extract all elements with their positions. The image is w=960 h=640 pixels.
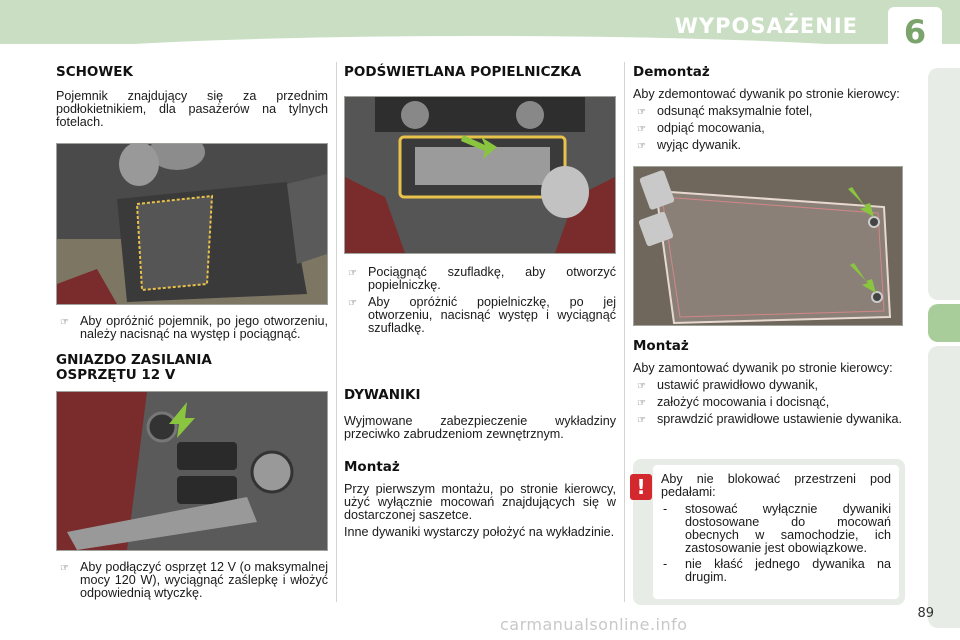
- list-item: ☞ Aby opróżnić pojemnik, po jego otworzeniu, należy nacisnąć na występ i pociągnąć.: [60, 314, 328, 341]
- list-item: ☞ wyjąc dywanik.: [637, 138, 741, 152]
- schowek-bullets: [56, 315, 328, 341]
- warning-content: [653, 465, 899, 599]
- list-item: ☞ Aby opróżnić popielniczkę, po jej otworzeniu, nacisnąć występ i wyciągnąć szufladkę.: [348, 295, 616, 335]
- montaz-paragraph-2: Inne dywaniki wystarczy położyć na wykładzinie.: [344, 525, 615, 539]
- subsection-title-montaz-right: Montaż: [633, 338, 689, 354]
- list-item: ☞ odsunąć maksymalnie fotel,: [637, 104, 813, 118]
- warning-list: [661, 503, 891, 584]
- list-item: - stosować wyłącznie dywaniki dostosowane do mocowań obecnych w samochodzie, ich zastosowanie jest obowiązkowe.: [663, 502, 891, 555]
- side-tab-lower[interactable]: [928, 346, 960, 628]
- page-title: WYPOSAŻENIE: [674, 14, 858, 38]
- column-divider: [624, 62, 625, 602]
- section-title-popielniczka: PODŚWIETLANA POPIELNICZKA: [344, 64, 582, 80]
- section-title-dywaniki: DYWANIKI: [344, 387, 421, 403]
- montaz-paragraph-1: Przy pierwszym montażu, po stronie kierowcy, użyć wyłącznie mocowań znajdujących się w dostarczonej saszetce.: [344, 482, 616, 522]
- section-title-schowek: SCHOWEK: [56, 64, 133, 80]
- side-tab-upper[interactable]: [928, 68, 960, 300]
- list-item: ☞ odpiąć mocowania,: [637, 121, 765, 135]
- pointing-hand-icon: ☞: [637, 381, 646, 392]
- gniazdo-bullets: [56, 561, 328, 600]
- pointing-hand-icon: ☞: [348, 298, 357, 309]
- demontaz-bullets: [633, 105, 903, 152]
- demontaz-body: Aby zdemontować dywanik po stronie kierowcy:: [633, 87, 900, 101]
- warning-box: [633, 459, 905, 605]
- pointing-hand-icon: ☞: [637, 141, 646, 152]
- watermark: carmanualsonline.info: [500, 615, 688, 634]
- pointing-hand-icon: ☞: [637, 398, 646, 409]
- pointing-hand-icon: ☞: [637, 415, 646, 426]
- list-item: ☞ Pociągnąć szufladkę, aby otworzyć popielniczkę.: [348, 265, 616, 292]
- schowek-body: Pojemnik znajdujący się za przednim podłokietnikiem, dla pasażerów na tylnych fotelach.: [56, 89, 328, 129]
- photo-ashtray: [344, 96, 616, 254]
- section-title-gniazdo: GNIAZDO ZASILANIA OSPRZĘTU 12 V: [56, 352, 212, 383]
- dywaniki-body: Wyjmowane zabezpieczenie wykładziny przeciwko zabrudzeniom zewnętrznym.: [344, 414, 616, 441]
- chapter-badge: [888, 7, 942, 57]
- popielniczka-bullets: [344, 266, 616, 335]
- pointing-hand-icon: ☞: [348, 268, 357, 279]
- photo-floor-mat: [633, 166, 903, 326]
- montaz-right-bullets: [633, 379, 903, 426]
- subsection-title-demontaz: Demontaż: [633, 64, 710, 80]
- side-tabs: [928, 68, 960, 628]
- page-number: 89: [917, 606, 934, 621]
- column-middle: [344, 60, 616, 539]
- pointing-hand-icon: ☞: [637, 124, 646, 135]
- pointing-hand-icon: ☞: [637, 107, 646, 118]
- list-item: ☞ sprawdzić prawidłowe ustawienie dywanika.: [637, 412, 902, 426]
- subsection-title-montaz: Montaż: [344, 459, 400, 475]
- list-item: - nie kłaść jednego dywanika na drugim.: [663, 557, 891, 584]
- pointing-hand-icon: ☞: [60, 317, 69, 328]
- column-right: [633, 60, 903, 426]
- column-left: [56, 60, 328, 600]
- montaz-right-body: Aby zamontować dywanik po stronie kierowcy:: [633, 361, 893, 375]
- list-item: ☞ założyć mocowania i docisnąć,: [637, 395, 830, 409]
- photo-storage-compartment: [56, 143, 328, 305]
- list-item: ☞ Aby podłączyć osprzęt 12 V (o maksymalnej mocy 120 W), wyciągnąć zaślepkę i włożyć odpowiednią wtyczkę.: [60, 560, 328, 600]
- photo-12v-socket: [56, 391, 328, 551]
- chapter-number: 6: [903, 13, 927, 51]
- warning-intro: Aby nie blokować przestrzeni pod pedałami:: [661, 472, 891, 499]
- list-item: ☞ ustawić prawidłowo dywanik,: [637, 378, 818, 392]
- side-tab-active[interactable]: [928, 304, 960, 342]
- pointing-hand-icon: ☞: [60, 563, 69, 574]
- warning-icon: !: [630, 474, 652, 500]
- column-divider: [336, 62, 337, 602]
